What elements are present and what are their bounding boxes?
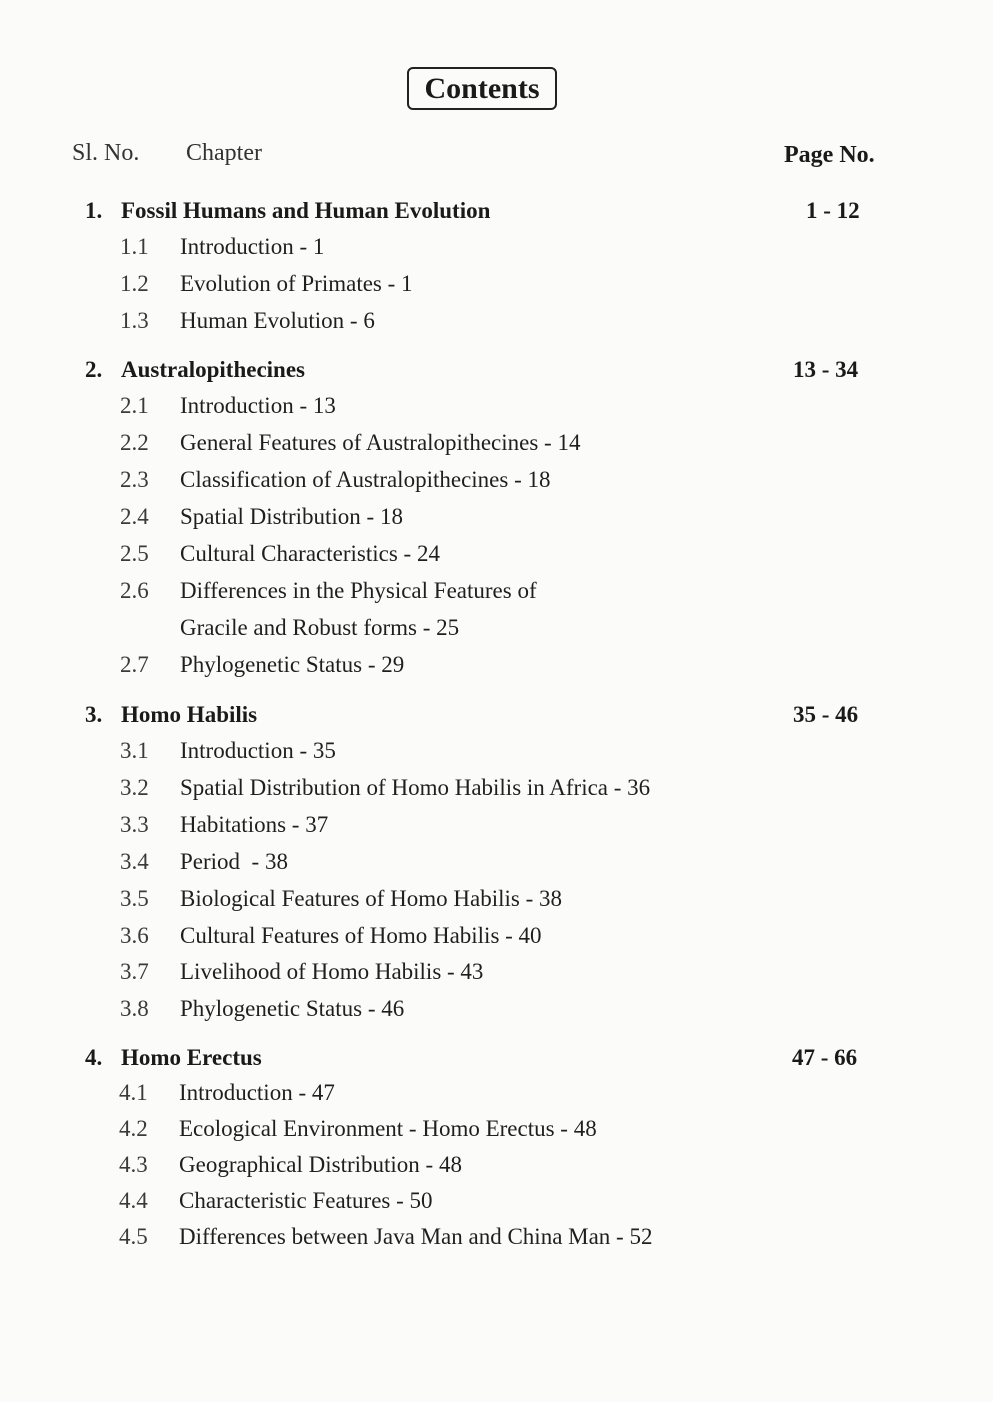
chapter-title: Australopithecines: [121, 357, 305, 382]
section-title: Introduction - 35: [180, 738, 336, 763]
section-title: Cultural Features of Homo Habilis - 40: [180, 923, 542, 948]
section-number: 3.1: [120, 738, 149, 763]
section-number: 2.4: [120, 504, 149, 529]
section-number: 2.3: [120, 467, 149, 492]
header-chapter: Chapter: [186, 140, 262, 166]
chapter-title: Homo Erectus: [121, 1045, 262, 1070]
section-number: 4.2: [119, 1116, 148, 1141]
section-number: 3.7: [120, 959, 149, 984]
chapter-pages: 1 - 12: [806, 198, 860, 223]
section-number: 4.1: [119, 1080, 148, 1105]
section-title: Evolution of Primates - 1: [180, 271, 413, 296]
page-title: Contents: [407, 67, 557, 110]
chapter-number: 2.: [85, 357, 103, 382]
section-title: Introduction - 47: [179, 1080, 335, 1105]
section-title: Classification of Australopithecines - 18: [180, 467, 551, 492]
section-title: Geographical Distribution - 48: [179, 1152, 462, 1177]
chapter-title: Homo Habilis: [121, 702, 258, 727]
chapter-pages: 35 - 46: [793, 702, 859, 727]
section-title: Introduction - 1: [180, 234, 325, 259]
section-number: 2.1: [120, 393, 149, 418]
section-title: Human Evolution - 6: [180, 308, 375, 333]
chapter-number: 3.: [85, 702, 103, 727]
section-number: 3.8: [120, 996, 149, 1021]
section-title: Livelihood of Homo Habilis - 43: [180, 959, 484, 984]
section-number: 3.3: [120, 812, 149, 837]
section-title: Differences between Java Man and China Man - 52: [179, 1224, 653, 1249]
section-title: Cultural Characteristics - 24: [180, 541, 440, 566]
section-title: Spatial Distribution of Homo Habilis in Africa - 36: [180, 775, 651, 800]
section-title: Phylogenetic Status - 29: [180, 652, 405, 677]
section-number: 2.6: [120, 578, 149, 603]
section-number: 4.4: [119, 1188, 148, 1213]
header-sl-no: Sl. No.: [72, 140, 140, 166]
section-number: 3.6: [120, 923, 149, 948]
section-title: Differences in the Physical Features of: [180, 578, 537, 603]
section-number: 3.4: [120, 849, 149, 874]
section-title: Introduction - 13: [180, 393, 336, 418]
section-number: 2.2: [120, 430, 149, 455]
chapter-number: 4.: [85, 1045, 103, 1070]
section-title: Period - 38: [180, 849, 288, 874]
section-number: 2.7: [120, 652, 149, 677]
section-title: Characteristic Features - 50: [179, 1188, 433, 1213]
section-number: 1.2: [120, 271, 149, 296]
section-number: 4.3: [119, 1152, 148, 1177]
section-title: General Features of Australopithecines - 14: [180, 430, 581, 455]
header-page-no: Page No.: [784, 142, 875, 168]
section-number: 3.2: [120, 775, 149, 800]
section-title-continuation: Gracile and Robust forms - 25: [180, 615, 460, 640]
section-number: 1.1: [120, 234, 149, 259]
section-number: 1.3: [120, 308, 149, 333]
chapter-pages: 13 - 34: [793, 357, 859, 382]
section-title: Biological Features of Homo Habilis - 38: [180, 886, 562, 911]
section-title: Ecological Environment - Homo Erectus - 48: [179, 1116, 597, 1141]
section-title: Spatial Distribution - 18: [180, 504, 403, 529]
section-number: 2.5: [120, 541, 149, 566]
section-title: Phylogenetic Status - 46: [180, 996, 405, 1021]
section-number: 3.5: [120, 886, 149, 911]
chapter-number: 1.: [85, 198, 103, 223]
section-title: Habitations - 37: [180, 812, 329, 837]
chapter-pages: 47 - 66: [792, 1045, 858, 1070]
chapter-title: Fossil Humans and Human Evolution: [121, 198, 491, 223]
section-number: 4.5: [119, 1224, 148, 1249]
